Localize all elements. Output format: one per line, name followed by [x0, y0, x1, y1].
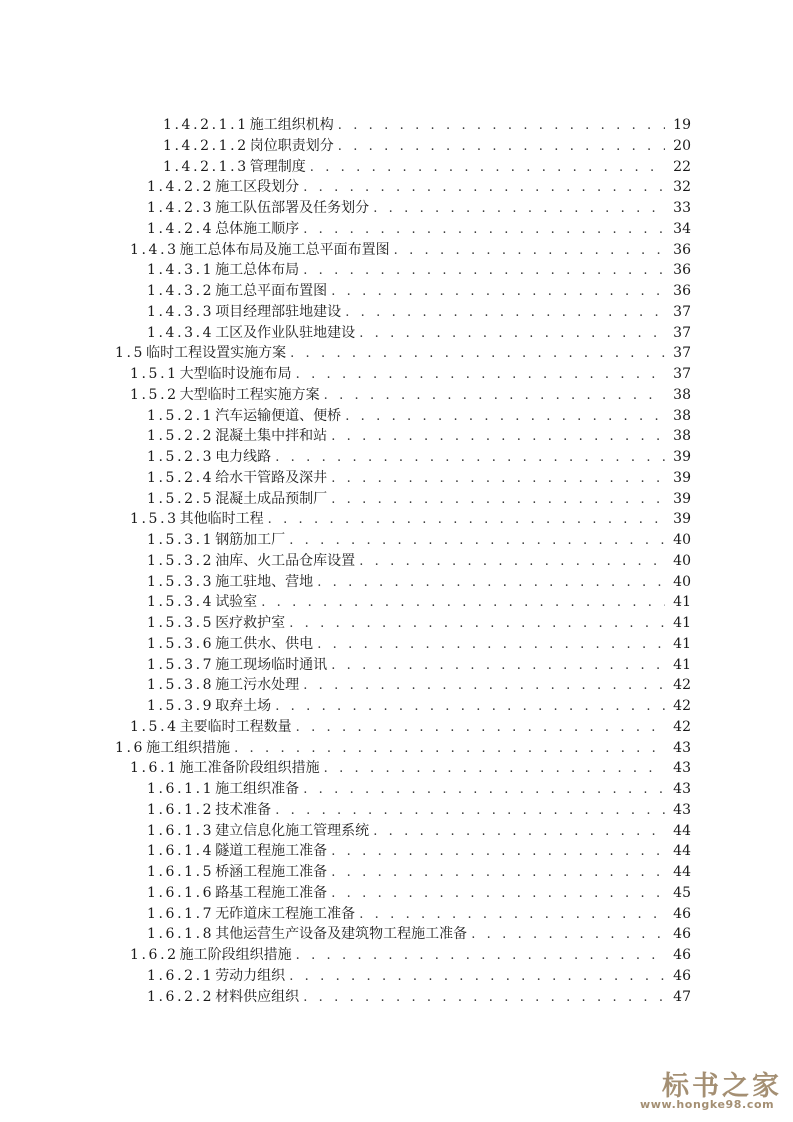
toc-entry-title: 总体施工顺序: [215, 220, 300, 237]
toc-entry-page: 39: [673, 469, 691, 486]
toc-entry[interactable]: [147, 841, 691, 862]
toc-entry-number: 1.4.3.3: [147, 303, 215, 320]
toc-dot-leader: [331, 862, 665, 883]
toc-dot-leader: [359, 904, 665, 925]
toc-entry-title: 施工现场临时通讯: [215, 656, 328, 673]
toc-entry[interactable]: [147, 426, 691, 447]
toc-dot-leader: [303, 987, 665, 1008]
toc-dot-leader: [331, 426, 665, 447]
watermark-logo-text: 标书之家: [662, 1071, 782, 1102]
toc-entry[interactable]: [130, 717, 691, 738]
toc-entry-title: 施工准备阶段组织措施: [179, 760, 320, 777]
toc-dot-leader: [303, 219, 665, 240]
toc-entry-title: 油库、火工品仓库设置: [215, 552, 356, 569]
toc-entry-title: 电力线路: [215, 449, 272, 465]
toc-entry-number: 1.4.2.1.2: [163, 137, 249, 154]
toc-entry-number: 1.5.3.7: [147, 656, 215, 673]
toc-entry-number: 1.6.1.5: [147, 864, 215, 880]
toc-entry[interactable]: [147, 530, 691, 551]
toc-dot-leader: [359, 323, 665, 344]
toc-entry-number: 1.5.2: [130, 386, 179, 403]
toc-entry-title: 施工组织措施: [146, 739, 231, 756]
toc-entry-page: 37: [673, 324, 691, 341]
toc-entry-number: 1.5.2.5: [147, 490, 215, 507]
toc-entry-page: 37: [673, 366, 691, 382]
toc-dot-leader: [338, 115, 665, 136]
toc-entry[interactable]: [147, 987, 691, 1008]
toc-entry-number: 1.6.1.3: [147, 822, 215, 839]
toc-dot-leader: [310, 157, 665, 178]
toc-dot-leader: [275, 800, 665, 821]
toc-entry-page: 36: [673, 262, 691, 279]
toc-entry-page: 47: [673, 988, 691, 1005]
toc-entry-title: 无砟道床工程施工准备: [215, 905, 356, 922]
toc-entry-number: 1.5: [115, 345, 146, 362]
toc-entry[interactable]: [147, 260, 691, 281]
toc-entry-title: 钢筋加工厂: [215, 532, 286, 548]
toc-dot-leader: [296, 717, 665, 738]
toc-entry[interactable]: [147, 655, 691, 676]
toc-entry-number: 1.5.2.1: [147, 407, 215, 424]
toc-entry-number: 1.5.2.3: [147, 449, 215, 465]
toc-entry-number: 1.5.3.6: [147, 635, 215, 652]
toc-dot-leader: [331, 841, 665, 862]
toc-dot-leader: [303, 177, 665, 198]
toc-entry-number: 1.5.3.1: [147, 532, 215, 548]
toc-entry[interactable]: [147, 177, 691, 198]
toc-entry-page: 43: [673, 781, 691, 797]
toc-entry-page: 46: [673, 905, 691, 922]
toc-entry[interactable]: [147, 447, 691, 468]
watermark-url: www.hongke98.com: [640, 1098, 775, 1111]
toc-entry-title: 大型临时设施布局: [179, 366, 292, 382]
toc-entry-number: 1.4.2.1.3: [163, 158, 249, 175]
toc-entry-number: 1.5.3.9: [147, 698, 215, 714]
toc-entry-number: 1.4.2.4: [147, 220, 215, 237]
toc-entry[interactable]: [147, 406, 691, 427]
toc-entry-title: 施工区段划分: [215, 179, 300, 196]
toc-entry[interactable]: [163, 157, 691, 178]
toc-entry[interactable]: [147, 821, 691, 842]
toc-entry[interactable]: [147, 779, 691, 800]
toc-entry-title: 给水干管路及深井: [215, 469, 328, 486]
toc-dot-leader: [296, 364, 665, 385]
toc-entry[interactable]: [130, 240, 691, 261]
toc-entry-page: 40: [673, 573, 691, 590]
toc-entry[interactable]: [147, 634, 691, 655]
toc-entry-title: 施工队伍部署及任务划分: [215, 200, 370, 216]
toc-entry-title: 施工总平面布置图: [215, 283, 328, 299]
toc-dot-leader: [373, 198, 665, 219]
toc-entry[interactable]: [147, 966, 691, 987]
toc-entry-page: 43: [673, 801, 691, 818]
toc-entry-page: 41: [673, 656, 691, 673]
toc-entry-title: 建立信息化施工管理系统: [215, 822, 370, 839]
toc-entry-title: 医疗救护室: [215, 615, 286, 631]
toc-entry[interactable]: [147, 219, 691, 240]
toc-entry-page: 45: [673, 884, 691, 901]
toc-entry-number: 1.6.2: [130, 947, 179, 963]
toc-dot-leader: [324, 385, 665, 406]
toc-entry[interactable]: [147, 323, 691, 344]
toc-entry-title: 工区及作业队驻地建设: [215, 324, 356, 341]
toc-entry-page: 46: [673, 967, 691, 984]
toc-entry[interactable]: [130, 364, 691, 385]
toc-entry-page: 42: [673, 698, 691, 714]
toc-dot-leader: [261, 592, 665, 613]
toc-entry-page: 38: [673, 428, 691, 445]
toc-entry-title: 其他运营生产设备及建筑物工程施工准备: [215, 926, 468, 943]
toc-entry-page: 37: [673, 345, 691, 362]
toc-entry-page: 22: [673, 158, 691, 175]
toc-entry[interactable]: [147, 572, 691, 593]
toc-entry-page: 39: [673, 511, 691, 528]
toc-dot-leader: [345, 302, 665, 323]
toc-entry-title: 材料供应组织: [215, 988, 300, 1005]
toc-entry-title: 主要临时工程数量: [179, 718, 292, 735]
toc-entry[interactable]: [147, 281, 691, 302]
toc-entry-title: 管理制度: [249, 158, 306, 175]
toc-entry-title: 混凝土集中拌和站: [215, 428, 328, 445]
toc-entry-title: 施工阶段组织措施: [179, 947, 292, 963]
toc-entry-number: 1.4.3.4: [147, 324, 215, 341]
toc-entry-number: 1.5.3.2: [147, 552, 215, 569]
toc-entry-number: 1.6.2.2: [147, 988, 215, 1005]
toc-dot-leader: [296, 945, 665, 966]
toc-dot-leader: [234, 738, 665, 759]
toc-entry-number: 1.4.2.1.1: [163, 117, 249, 133]
toc-entry-title: 大型临时工程实施方案: [179, 386, 320, 403]
toc-entry[interactable]: [147, 883, 691, 904]
toc-entry[interactable]: [147, 613, 691, 634]
toc-entry-number: 1.6.1.6: [147, 884, 215, 901]
toc-entry[interactable]: [163, 136, 691, 157]
toc-entry-page: 41: [673, 615, 691, 631]
toc-entry-title: 汽车运输便道、便桥: [215, 407, 342, 424]
toc-entry[interactable]: [147, 800, 691, 821]
toc-entry-title: 技术准备: [215, 801, 272, 818]
toc-entry[interactable]: [130, 385, 691, 406]
toc-entry-title: 试验室: [215, 594, 258, 611]
toc-entry[interactable]: [115, 343, 691, 364]
toc-dot-leader: [373, 821, 665, 842]
toc-dot-leader: [289, 966, 665, 987]
toc-dot-leader: [290, 343, 665, 364]
toc-entry-page: 38: [673, 407, 691, 424]
toc-dot-leader: [394, 240, 665, 261]
toc-entry-title: 施工组织准备: [215, 781, 300, 797]
toc-dot-leader: [317, 572, 665, 593]
toc-dot-leader: [303, 675, 665, 696]
toc-dot-leader: [324, 758, 665, 779]
toc-entry-page: 37: [673, 303, 691, 320]
toc-entry-title: 其他临时工程: [179, 511, 264, 528]
toc-entry-title: 桥涵工程施工准备: [215, 864, 328, 880]
toc-entry[interactable]: [147, 862, 691, 883]
toc-entry[interactable]: [147, 198, 691, 219]
toc-entry-page: 33: [673, 200, 691, 216]
toc-entry-number: 1.5.3: [130, 511, 179, 528]
toc-dot-leader: [331, 281, 665, 302]
toc-dot-leader: [331, 655, 665, 676]
toc-entry-page: 42: [673, 677, 691, 694]
toc-entry-number: 1.5.3.4: [147, 594, 215, 611]
toc-entry-page: 20: [673, 137, 691, 154]
toc-entry-number: 1.4.2.3: [147, 200, 215, 216]
toc-entry-title: 劳动力组织: [215, 967, 286, 984]
toc-entry-number: 1.4.3.2: [147, 283, 215, 299]
toc-entry-number: 1.4.2.2: [147, 179, 215, 196]
toc-entry-title: 施工总体布局及施工总平面布置图: [179, 241, 390, 258]
toc-entry-page: 34: [673, 220, 691, 237]
toc-entry-number: 1.4.3: [130, 241, 179, 258]
toc-entry-title: 施工驻地、营地: [215, 573, 314, 590]
toc-entry-page: 36: [673, 241, 691, 258]
toc-entry-title: 路基工程施工准备: [215, 884, 328, 901]
toc-entry[interactable]: [147, 468, 691, 489]
toc-entry[interactable]: [130, 758, 691, 779]
toc-entry-page: 43: [673, 760, 691, 777]
toc-entry-page: 38: [673, 386, 691, 403]
toc-entry-number: 1.6.2.1: [147, 967, 215, 984]
toc-entry-page: 44: [673, 843, 691, 860]
toc-entry-title: 隧道工程施工准备: [215, 843, 328, 860]
toc-entry-title: 岗位职责划分: [249, 137, 334, 154]
toc-dot-leader: [331, 883, 665, 904]
toc-entry-number: 1.6.1.1: [147, 781, 215, 797]
toc-dot-leader: [275, 696, 665, 717]
toc-entry[interactable]: [147, 904, 691, 925]
toc-entry-page: 36: [673, 283, 691, 299]
toc-entry[interactable]: [163, 115, 691, 136]
toc-entry-page: 42: [673, 718, 691, 735]
toc-entry[interactable]: [130, 509, 691, 530]
toc-entry-page: 19: [673, 117, 691, 133]
toc-entry-page: 46: [673, 947, 691, 963]
toc-entry-title: 施工污水处理: [215, 677, 300, 694]
toc-entry[interactable]: [130, 945, 691, 966]
toc-entry-number: 1.6.1.7: [147, 905, 215, 922]
toc-entry[interactable]: [147, 592, 691, 613]
toc-entry-number: 1.6.1.2: [147, 801, 215, 818]
toc-entry-number: 1.5.3.3: [147, 573, 215, 590]
toc-entry-number: 1.6.1: [130, 760, 179, 777]
toc-entry-page: 39: [673, 449, 691, 465]
toc-dot-leader: [303, 260, 665, 281]
toc-dot-leader: [289, 530, 665, 551]
toc-entry-title: 临时工程设置实施方案: [146, 345, 287, 362]
toc-entry-page: 41: [673, 635, 691, 652]
toc-dot-leader: [345, 406, 665, 427]
toc-entry[interactable]: [147, 924, 691, 945]
toc-entry-number: 1.6: [115, 739, 146, 756]
toc-entry[interactable]: [147, 489, 691, 510]
toc-entry-page: 39: [673, 490, 691, 507]
toc-entry[interactable]: [147, 551, 691, 572]
toc-dot-leader: [275, 447, 665, 468]
toc-entry-number: 1.4.3.1: [147, 262, 215, 279]
toc-dot-leader: [471, 924, 665, 945]
toc-dot-leader: [331, 468, 665, 489]
toc-dot-leader: [268, 509, 665, 530]
toc-entry-number: 1.6.1.8: [147, 926, 215, 943]
toc-entry-number: 1.5.2.2: [147, 428, 215, 445]
toc-dot-leader: [289, 613, 665, 634]
toc-entry-page: 44: [673, 864, 691, 880]
toc-entry-page: 40: [673, 532, 691, 548]
toc-entry[interactable]: [147, 696, 691, 717]
toc-entry-page: 46: [673, 926, 691, 943]
toc-entry[interactable]: [115, 738, 691, 759]
toc-entry[interactable]: [147, 302, 691, 323]
toc-entry-title: 施工总体布局: [215, 262, 300, 279]
toc-entry-page: 44: [673, 822, 691, 839]
toc-entry-number: 1.5.3.8: [147, 677, 215, 694]
toc-entry-title: 施工组织机构: [249, 117, 334, 133]
toc-entry-number: 1.5.3.5: [147, 615, 215, 631]
toc-entry-title: 项目经理部驻地建设: [215, 303, 342, 320]
toc-dot-leader: [303, 779, 665, 800]
toc-entry-page: 43: [673, 739, 691, 756]
toc-entry-number: 1.5.2.4: [147, 469, 215, 486]
toc-entry-page: 41: [673, 594, 691, 611]
toc-dot-leader: [338, 136, 665, 157]
toc-entry-title: 施工供水、供电: [215, 635, 314, 652]
toc-dot-leader: [317, 634, 665, 655]
toc-entry-number: 1.5.4: [130, 718, 179, 735]
watermark-logo: [640, 1064, 785, 1114]
toc-entry-number: 1.5.1: [130, 366, 179, 382]
toc-dot-leader: [331, 489, 665, 510]
toc-entry-page: 40: [673, 552, 691, 569]
toc-dot-leader: [359, 551, 665, 572]
toc-entry-title: 混凝土成品预制厂: [215, 490, 328, 507]
toc-entry[interactable]: [147, 675, 691, 696]
toc-entry-title: 取弃土场: [215, 698, 272, 714]
toc-entry-page: 32: [673, 179, 691, 196]
toc-entry-number: 1.6.1.4: [147, 843, 215, 860]
